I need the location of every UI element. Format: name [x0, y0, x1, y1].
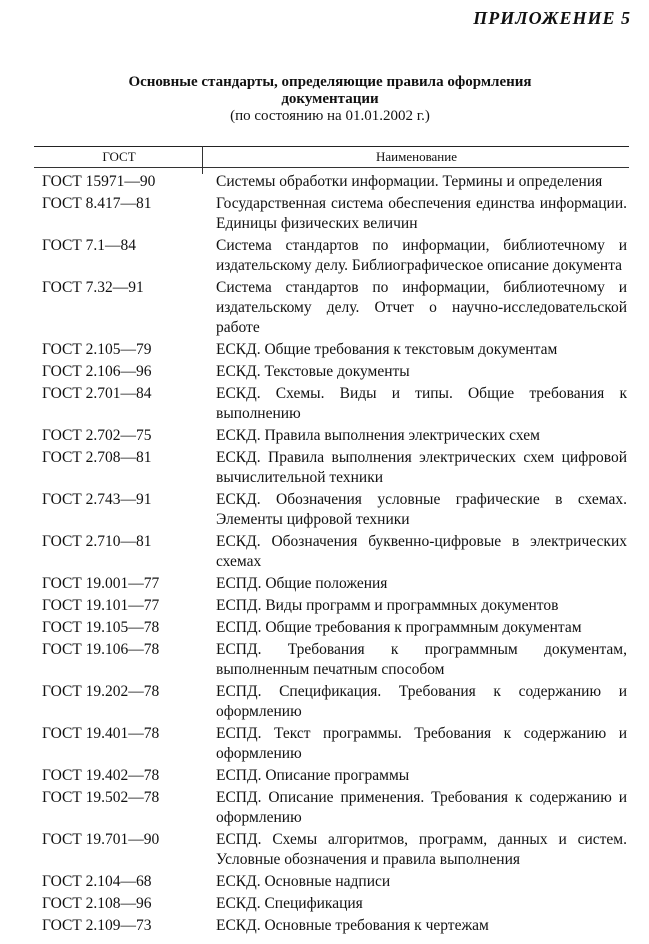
standard-name: ЕСПД. Общие требования к программным документам [216, 619, 582, 636]
table-row [34, 384, 629, 424]
gost-code: ГОСТ 19.701—90 [42, 831, 160, 848]
table-row [34, 766, 629, 786]
gost-code: ГОСТ 19.402—78 [42, 767, 160, 784]
gost-code: ГОСТ 2.708—81 [42, 449, 152, 466]
standard-name: ЕСКД. Обозначения буквенно-цифровые в электрических схемах [216, 533, 627, 570]
standard-name: ЕСКД. Правила выполнения электрических схем [216, 427, 540, 444]
standard-name: ЕСПД. Схемы алгоритмов, программ, данных и систем. Условные обозначения и правила выполнения [216, 831, 627, 868]
standard-name: ЕСКД. Спецификация [216, 895, 363, 912]
gost-code: ГОСТ 19.105—78 [42, 619, 160, 636]
table-row [34, 278, 629, 338]
table-row [34, 788, 629, 828]
table-row [34, 724, 629, 764]
standard-name: Система стандартов по информации, библиотечному и издательскому делу. Библиографическое описание документа [216, 237, 627, 274]
table-row [34, 194, 629, 234]
table-row [34, 172, 629, 192]
gost-code: ГОСТ 2.702—75 [42, 427, 152, 444]
gost-code: ГОСТ 2.105—79 [42, 341, 152, 358]
table-row [34, 596, 629, 616]
standard-name: Системы обработки информации. Термины и определения [216, 173, 603, 190]
appendix-label: ПРИЛОЖЕНИЕ 5 [473, 8, 631, 28]
standard-name: ЕСПД. Спецификация. Требования к содержанию и оформлению [216, 683, 627, 720]
column-divider [202, 146, 203, 174]
table-row [34, 362, 629, 382]
standard-name: ЕСКД. Обозначения условные графические в схемах. Элементы цифровой техники [216, 491, 627, 528]
table-row [34, 574, 629, 594]
gost-code: ГОСТ 8.417—81 [42, 195, 152, 212]
standard-name: ЕСКД. Правила выполнения электрических схем цифровой вычислительной техники [216, 449, 627, 486]
gost-code: ГОСТ 7.1—84 [42, 237, 137, 254]
gost-code: ГОСТ 19.401—78 [42, 725, 160, 742]
table-row [34, 340, 629, 360]
gost-code: ГОСТ 2.108—96 [42, 895, 152, 912]
gost-code: ГОСТ 19.502—78 [42, 789, 160, 806]
standards-table [34, 146, 629, 938]
gost-code: ГОСТ 2.701—84 [42, 385, 152, 402]
header-gost: ГОСТ [102, 149, 136, 164]
header-name: Наименование [376, 149, 457, 164]
gost-code: ГОСТ 19.106—78 [42, 641, 160, 658]
table-row [34, 872, 629, 892]
standard-name: ЕСПД. Виды программ и программных документов [216, 597, 559, 614]
standard-name: ЕСПД. Текст программы. Требования к содержанию и оформлению [216, 725, 627, 762]
page-title: Основные стандарты, определяющие правила оформления документации [128, 74, 532, 107]
standard-name: ЕСПД. Требования к программным документам, выполненным печатным способом [216, 641, 627, 678]
gost-code: ГОСТ 2.106—96 [42, 363, 152, 380]
standard-name: ЕСКД. Основные надписи [216, 873, 391, 890]
table-header [34, 147, 629, 167]
table-row [34, 916, 629, 936]
table-row [34, 618, 629, 638]
table-row [34, 532, 629, 572]
table-row [34, 894, 629, 914]
gost-code: ГОСТ 19.001—77 [42, 575, 160, 592]
table-row [34, 426, 629, 446]
standard-name: ЕСКД. Общие требования к текстовым документам [216, 341, 558, 358]
table-row [34, 682, 629, 722]
table-body [34, 168, 629, 936]
gost-code: ГОСТ 2.710—81 [42, 533, 152, 550]
standard-name: Государственная система обеспечения единства информации. Единицы физических величин [216, 195, 627, 232]
table-row [34, 236, 629, 276]
standard-name: ЕСПД. Описание применения. Требования к содержанию и оформлению [216, 789, 627, 826]
standard-name: ЕСПД. Описание программы [216, 767, 410, 784]
standard-name: Система стандартов по информации, библиотечному и издательскому делу. Отчет о научно-исследовательской работе [216, 279, 627, 336]
table-row [34, 490, 629, 530]
gost-code: ГОСТ 7.32—91 [42, 279, 144, 296]
standard-name: ЕСПД. Общие положения [216, 575, 388, 592]
standard-name: ЕСКД. Текстовые документы [216, 363, 410, 380]
page-subtitle: (по состоянию на 01.01.2002 г.) [230, 108, 430, 124]
page-heading [80, 74, 580, 125]
standard-name: ЕСКД. Основные требования к чертежам [216, 917, 489, 934]
gost-code: ГОСТ 2.109—73 [42, 917, 152, 934]
table-row [34, 830, 629, 870]
gost-code: ГОСТ 2.104—68 [42, 873, 152, 890]
table-row [34, 448, 629, 488]
table-row [34, 640, 629, 680]
gost-code: ГОСТ 15971—90 [42, 173, 156, 190]
gost-code: ГОСТ 19.202—78 [42, 683, 160, 700]
gost-code: ГОСТ 2.743—91 [42, 491, 152, 508]
gost-code: ГОСТ 19.101—77 [42, 597, 160, 614]
standard-name: ЕСКД. Схемы. Виды и типы. Общие требования к выполнению [216, 385, 627, 422]
